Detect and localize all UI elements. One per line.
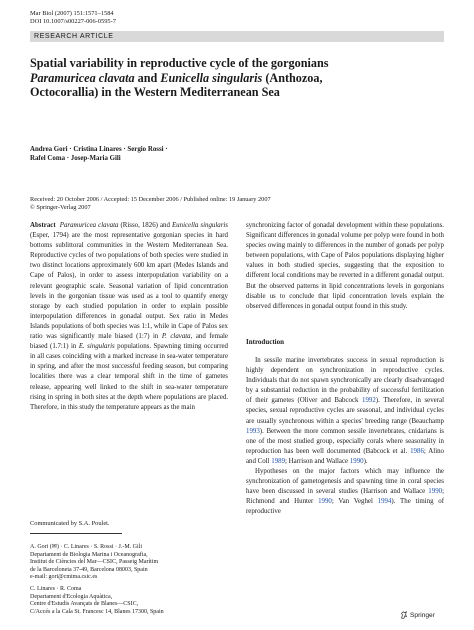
citation-link[interactable]: 1992 bbox=[362, 397, 376, 405]
publisher-name: Springer bbox=[410, 611, 435, 619]
intro-text: ). The timing of reproductive bbox=[246, 498, 445, 516]
email-link[interactable]: e-mail: gori@cmima.csic.es bbox=[30, 574, 98, 581]
abstract-paragraph bbox=[30, 221, 228, 413]
title-line-2-tail: (Anthozoa, bbox=[262, 70, 323, 85]
title-line-3: Octocorallia) in the Western Mediterranean Sea bbox=[30, 85, 280, 100]
publisher-logo bbox=[400, 611, 435, 619]
affiliation-line: C/Accés a la Cala St. Francesc 14, Blanes 17300, Spain bbox=[30, 608, 164, 615]
affiliation-line: C. Linares · R. Coma bbox=[30, 585, 82, 592]
abstract-continuation: synchronizing factor of gonadal development within these populations. Significant differences in gonadal volume per polyp were found in both species owing mainly to differences in the number of gonads per polyp between populations, with Cape of Palos populations displaying higher values in both studied species, suggesting that the exposition to different local conditions may be reverted in a different gonadal output. But the observed patterns in lipid concentrations levels in gorgonians disable us to conclude that lipid concentration levels explain the observed differences in gonadal output found in this study. bbox=[246, 222, 444, 310]
citation-link[interactable]: 1989 bbox=[271, 457, 286, 465]
abstract-text: (Risso, 1826) and bbox=[118, 222, 172, 229]
title-line-1: Spatial variability in reproductive cycle of the gorgonians bbox=[30, 56, 329, 70]
affiliation-line: Centre d'Estudis Avançats de Blanes—CSIC, bbox=[30, 601, 139, 608]
citation-link[interactable]: 1986 bbox=[410, 447, 424, 455]
affiliation-line: Departament d'Ecologia Aquàtica, bbox=[30, 593, 113, 600]
abstract-text: populations. Spawning timing occurred in all cases coinciding with a marked increase in sea-water temperature in spring, and after the most successful feeding season, but comparing localities there was a clear temporal shift in the time of gametes release, appearing well linked to the shift in sea-water temperature rising in spring in both sites at the depth where populations are placed. Therefore, in this study the temperature appears as the main bbox=[30, 343, 228, 411]
journal-citation bbox=[30, 10, 116, 26]
intro-text: ; Alino and Coll bbox=[246, 447, 445, 465]
abstract-species: Paramuricea clavata bbox=[59, 222, 119, 229]
abstract-species: P. clavata bbox=[161, 333, 191, 341]
copyright-line: © Springer-Verlag 2007 bbox=[30, 204, 91, 212]
affiliations bbox=[30, 544, 240, 620]
intro-paragraph-1 bbox=[246, 356, 444, 467]
abstract-species: E. singularis bbox=[78, 343, 115, 351]
affiliation-2 bbox=[30, 586, 240, 616]
dates-line: Received: 20 October 2006 / Accepted: 15 December 2006 / Published online: 19 January 2007 bbox=[30, 196, 271, 203]
intro-text: ). Between the more common sessile invertebrates, cnidarians is one of the most studied group, especially corals where seasonality in reproduction has been well documented (Babcock et al. bbox=[246, 427, 444, 455]
intro-paragraph-2 bbox=[246, 467, 444, 517]
citation-link[interactable]: 1990 bbox=[318, 498, 332, 506]
abstract-species: Eunicella singularis bbox=[171, 222, 228, 229]
affiliation-line: de la Barceloneta 37-49, Barcelona 08003, Spain bbox=[30, 566, 148, 573]
abstract-column-right bbox=[246, 221, 444, 312]
abstract-text: (Esper, 1794) are the most representative gorgonian species in hard bottoms sublittoral communities in the Western Mediterranean Sea. Reproductive cycles of two populations of both species were studied in two distinct locations approximately 600 km apart (Medes Islands and Cape of Palos), in order to assess interpopulation variability on a relevant geographic scale. Seasonal variation of lipid concentration levels in the gorgonian tissue was used as a tool to quantify energy storage by each studied population in order to explain possible interpopulation differences in gonadal output. Sex ratio in Medes Islands populations of both species was 1:1, while in Cape of Palos sex ratio was significantly male biased (1:7) in bbox=[30, 232, 228, 341]
introduction-heading: Introduction bbox=[246, 338, 284, 346]
journal-line: Mar Biol (2007) 151:1571–1584 bbox=[30, 10, 114, 17]
citation-link[interactable]: 1990 bbox=[428, 488, 443, 496]
intro-text: ; Harrison and Wallace bbox=[285, 457, 350, 465]
intro-text: In sessile marine invertebrates success in sexual reproduction is highly dependent on synchronization in reproductive cycles. Individuals that do not spawn synchronically are clearly disadvantaged by a substantial reduction in the probability of successful fertilization of their gametes (Oliver and Babcock bbox=[246, 357, 444, 405]
footnote-divider bbox=[30, 533, 122, 534]
abstract-text: , and female biased (1.7:1) in bbox=[30, 333, 228, 351]
title-species-1: Paramuricea clavata bbox=[30, 70, 135, 85]
author-list bbox=[30, 145, 444, 163]
title-and: and bbox=[134, 70, 161, 85]
citation-link[interactable]: 1990 bbox=[349, 457, 364, 465]
intro-text: ). bbox=[363, 457, 368, 465]
citation-link[interactable]: 1994 bbox=[377, 498, 392, 506]
citation-link[interactable]: 1993 bbox=[246, 427, 260, 435]
intro-text: Hypotheses on the major factors which may influence the synchronization of gametogenesis and spawning time in coral species have been discussed in several studies (Harrison and Wallace bbox=[246, 468, 444, 496]
abstract-label: Abstract bbox=[30, 222, 56, 229]
introduction-body bbox=[246, 356, 444, 518]
springer-horse-icon bbox=[400, 611, 408, 619]
affiliation-line: A. Gori (✉) · C. Linares · S. Rossi · J.-M. Gili bbox=[30, 544, 143, 550]
affiliation-1 bbox=[30, 544, 240, 582]
intro-text: ; Richmond and Hunter bbox=[246, 488, 444, 506]
communicated-by: Communicated by S.A. Poulet. bbox=[30, 520, 110, 527]
title-species-2: Eunicella singularis bbox=[160, 70, 263, 85]
article-type-banner: RESEARCH ARTICLE bbox=[30, 31, 444, 42]
authors-line-1: Andrea Gori · Cristina Linares · Sergio Rossi · bbox=[30, 146, 168, 153]
publication-dates bbox=[30, 196, 444, 212]
authors-line-2: Rafel Coma · Josep-Maria Gili bbox=[30, 155, 121, 163]
article-title bbox=[30, 56, 444, 100]
intro-text: ; Van Veghel bbox=[331, 498, 378, 506]
affiliation-line: Institut de Ciències del Mar—CSIC, Passeig Marítim bbox=[30, 559, 159, 566]
affiliation-line: Departament de Biologia Marina i Oceanografia, bbox=[30, 551, 148, 558]
intro-text: ). Therefore, in several species, sexual reproductive cycles are seasonal, and individual cycles are usually synchronous within a species' breeding range (Beauchamp bbox=[246, 397, 444, 425]
abstract-column-left bbox=[30, 221, 228, 413]
doi-line: DOI 10.1007/s00227-006-0595-7 bbox=[30, 18, 116, 26]
